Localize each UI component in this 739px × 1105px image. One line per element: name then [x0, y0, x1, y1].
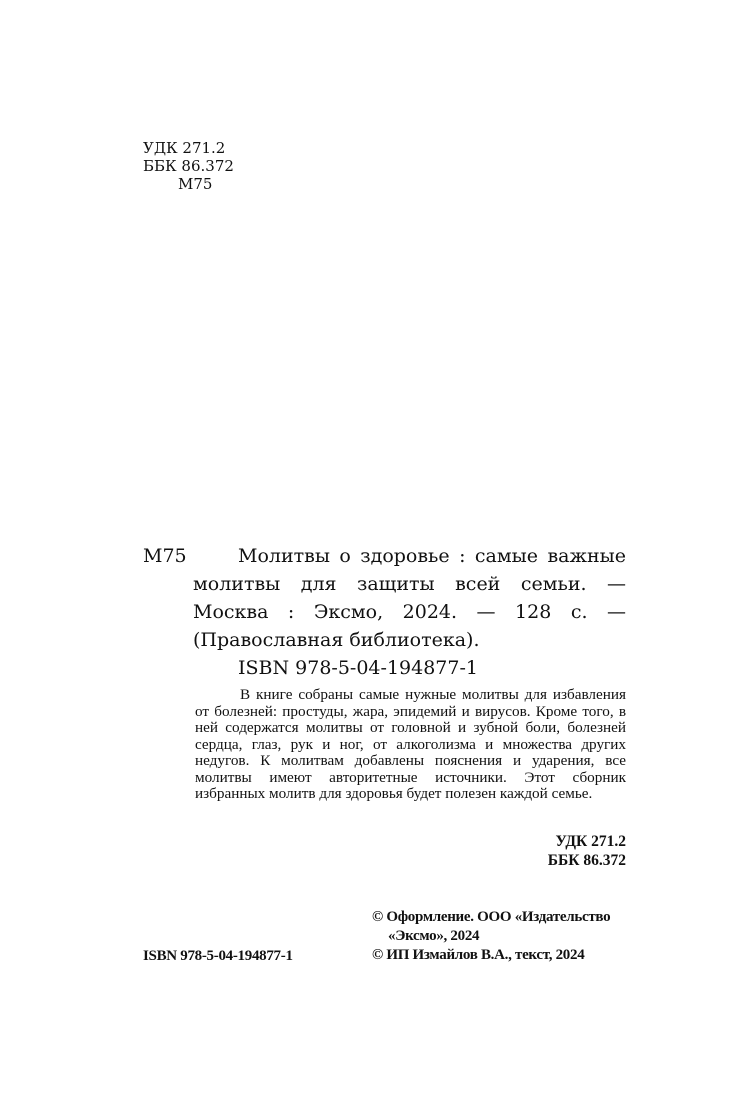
author-sign: М75 [178, 175, 213, 193]
bbk-code-bottom: ББК 86.372 [547, 852, 626, 869]
copyright-design-line2: «Эксмо», 2024 [388, 928, 480, 944]
bibliographic-isbn: ISBN 978-5-04-194877-1 [238, 657, 478, 679]
copyright-text: © ИП Измайлов В.А., текст, 2024 [372, 947, 585, 963]
bbk-code: ББК 86.372 [143, 157, 234, 175]
book-annotation: В книге собраны самые нужные молитвы для избавления от болезней: простуды, жара, эпидемий и вирусов. Кроме того, в ней содержатся молитвы от головной и зубной боли, болезней сердца, глаз, рук и ног, от алкоголизма и множества других недугов. К молитвам добавлены пояснения и ударения, все молитвы имеют авторитетные источники. Этот сборник избранных молитв для здоровья будет полезен каждой семье. [195, 686, 626, 802]
udk-code: УДК 271.2 [143, 139, 226, 157]
classification-codes-top [143, 139, 234, 193]
bibliographic-description: Молитвы о здоровье : самые важные молитвы для защиты всей семьи. — Москва : Эксмо, 2024. — 128 с. — (Православная библиотека). [193, 545, 626, 651]
udk-code-bottom: УДК 271.2 [555, 833, 626, 850]
copyright-block [372, 908, 632, 965]
footer-isbn: ISBN 978-5-04-194877-1 [143, 948, 293, 964]
bibliographic-author-sign: М75 [143, 545, 187, 567]
classification-codes-bottom [548, 832, 626, 870]
copyright-design-line1: © Оформление. ООО «Издательство [372, 909, 611, 925]
